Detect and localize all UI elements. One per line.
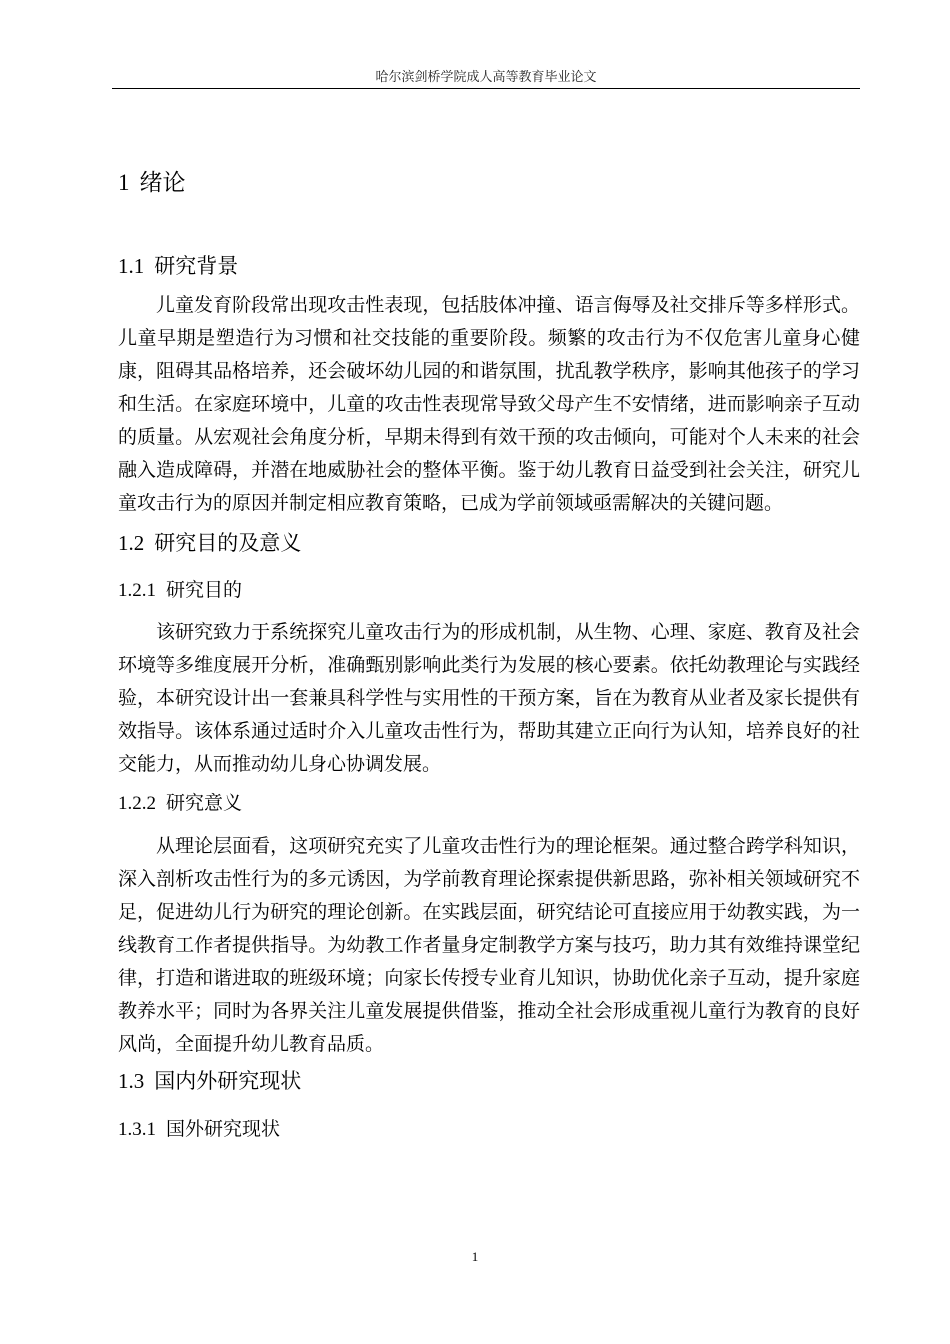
heading-number: 1.2 <box>118 531 145 555</box>
paragraph-line: 线教育工作者提供指导。为幼教工作者量身定制教学方案与技巧，助力其有效维持课堂纪 <box>118 935 860 956</box>
chapter-heading <box>118 164 186 197</box>
paragraph-purpose <box>118 616 860 781</box>
section-heading-1-2 <box>118 527 301 557</box>
paragraph-line: 环境等多维度展开分析，准确甄别影响此类行为发展的核心要素。依托幼教理论与实践经 <box>118 655 860 676</box>
heading-text: 国内外研究现状 <box>154 1070 302 1093</box>
paragraph-line: 律，打造和谐进取的班级环境；向家长传授专业育儿知识，协助优化亲子互动，提升家庭 <box>118 968 860 989</box>
paragraph-background <box>118 289 860 520</box>
paragraph-line: 的质量。从宏观社会角度分析，早期未得到有效干预的攻击倾向，可能对个人未来的社会 <box>118 427 860 448</box>
section-heading-1-3 <box>118 1065 301 1095</box>
running-header: 哈尔滨剑桥学院成人高等教育毕业论文 <box>375 69 597 84</box>
paragraph-line: 儿童发育阶段常出现攻击性表现，包括肢体冲撞、语言侮辱及社交排斥等多样形式。 <box>156 295 860 316</box>
paragraph-line: 验，本研究设计出一套兼具科学性与实用性的干预方案，旨在为教育从业者及家长提供有 <box>118 688 860 709</box>
heading-number: 1 <box>118 170 130 195</box>
paragraph-line: 融入造成障碍，并潜在地威胁社会的整体平衡。鉴于幼儿教育日益受到社会关注，研究儿 <box>118 460 860 481</box>
paragraph-line: 康，阻碍其品格培养，还会破坏幼儿园的和谐氛围，扰乱教学秩序，影响其他孩子的学习 <box>118 361 860 382</box>
heading-text: 国外研究现状 <box>166 1119 281 1140</box>
paragraph-line: 效指导。该体系通过适时介入儿童攻击性行为，帮助其建立正向行为认知，培养良好的社 <box>118 721 860 742</box>
paragraph-line: 从理论层面看，这项研究充实了儿童攻击性行为的理论框架。通过整合跨学科知识， <box>156 836 860 857</box>
paragraph-line: 风尚，全面提升幼儿教育品质。 <box>118 1034 385 1055</box>
section-heading-1-2-2 <box>118 788 242 815</box>
paragraph-line: 和生活。在家庭环境中，儿童的攻击性表现常导致父母产生不安情绪，进而影响亲子互动 <box>118 394 860 415</box>
section-heading-1-2-1 <box>118 575 242 602</box>
heading-text: 研究背景 <box>154 255 239 278</box>
section-heading-1-1 <box>118 250 238 280</box>
paragraph-line: 该研究致力于系统探究儿童攻击行为的形成机制，从生物、心理、家庭、教育及社会 <box>156 622 860 643</box>
heading-number: 1.3 <box>118 1069 145 1093</box>
heading-number: 1.2.2 <box>118 793 156 814</box>
paragraph-significance <box>118 830 860 1061</box>
paragraph-line: 童攻击行为的原因并制定相应教育策略，已成为学前领域亟需解决的关键问题。 <box>118 493 784 514</box>
heading-text: 绪论 <box>139 169 186 195</box>
paragraph-line: 教养水平；同时为各界关注儿童发展提供借鉴，推动全社会形成重视儿童行为教育的良好 <box>118 1001 860 1022</box>
heading-text: 研究目的 <box>166 580 243 601</box>
heading-number: 1.3.1 <box>118 1119 156 1140</box>
heading-text: 研究目的及意义 <box>154 532 302 555</box>
paragraph-line: 深入剖析攻击性行为的多元诱因，为学前教育理论探索提供新思路，弥补相关领域研究不 <box>118 869 860 890</box>
paragraph-line: 足，促进幼儿行为研究的理论创新。在实践层面，研究结论可直接应用于幼教实践，为一 <box>118 902 860 923</box>
heading-text: 研究意义 <box>166 793 243 814</box>
page-number: 1 <box>471 1249 479 1264</box>
heading-number: 1.2.1 <box>118 580 156 601</box>
section-heading-1-3-1 <box>118 1114 280 1141</box>
heading-number: 1.1 <box>118 254 145 278</box>
paragraph-line: 儿童早期是塑造行为习惯和社交技能的重要阶段。频繁的攻击行为不仅危害儿童身心健 <box>118 328 860 349</box>
paragraph-line: 交能力，从而推动幼儿身心协调发展。 <box>118 754 442 775</box>
header-divider <box>112 88 860 89</box>
